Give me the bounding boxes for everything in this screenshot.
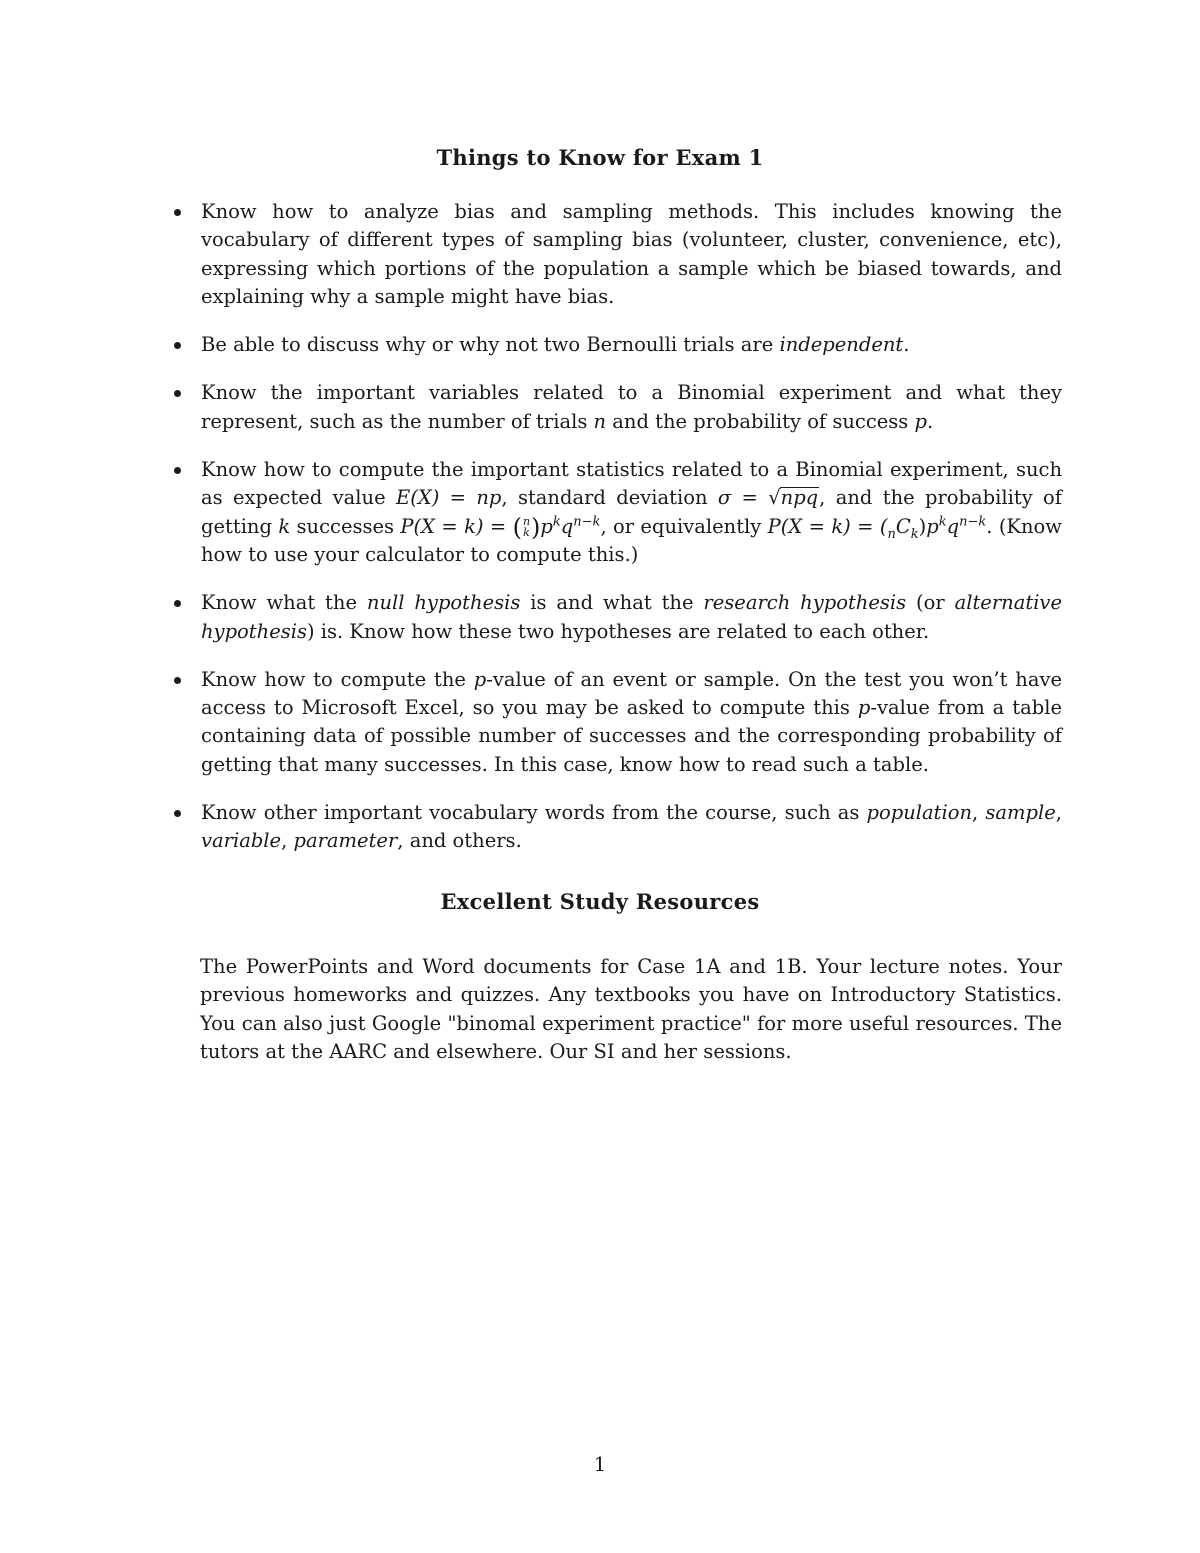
- math-exponent: k: [938, 514, 947, 530]
- bullet-icon: [174, 467, 181, 474]
- math-exponent: n−k: [959, 514, 987, 530]
- item-text: , and the probability of getting: [201, 486, 1063, 538]
- bullet-icon: [174, 677, 181, 684]
- item-text: Know how to analyze bias and sampling methods. This includes knowing the vocabulary of different types of sampling bias (volunteer, cluster, convenience, etc), expressing which portions of the population a sample which be biased towards, and explaining why a sample might have bias.: [201, 200, 1062, 308]
- math-subscript: k: [910, 526, 919, 542]
- bullet-icon: [174, 810, 181, 817]
- page-title: Things to Know for Exam 1: [436, 145, 764, 170]
- math-sigma: σ =: [717, 486, 769, 510]
- item-text: .: [927, 409, 934, 433]
- math-expected-value: E(X) = np: [396, 486, 502, 510]
- item-text: Know the important variables related to a Binomial experiment and what they represent, such as the number of trials: [201, 381, 1062, 433]
- item-text: . (Know how to use your calculator to compute this.): [201, 514, 1062, 566]
- emphasis-term: independent: [779, 333, 904, 357]
- list-item: [170, 331, 1062, 359]
- math-var: p: [926, 514, 939, 538]
- math-var: p: [857, 696, 871, 720]
- item-text: Know how to compute the: [201, 667, 474, 691]
- math-var: q: [946, 514, 960, 538]
- math-var: p: [540, 514, 553, 538]
- math-paren: ): [918, 514, 927, 538]
- binom-bottom: k: [523, 526, 530, 540]
- item-text: , and others.: [397, 829, 522, 853]
- bullet-icon: [174, 390, 181, 397]
- list-item: [170, 799, 1062, 856]
- list-item: [170, 589, 1062, 646]
- emphasis-term: parameter: [293, 829, 398, 853]
- emphasis-term: null hypothesis: [366, 591, 521, 615]
- emphasis-term: population: [866, 801, 973, 825]
- math-probability: P(X = k) =: [400, 514, 513, 538]
- item-text: Know how to compute the important statistics related to a Binomial experiment, such as expected value: [201, 458, 1062, 510]
- item-text: ) is. Know how these two hypotheses are related to each other.: [306, 619, 930, 643]
- item-text: Know other important vocabulary words from the course, such as: [201, 801, 867, 825]
- math-binomial: [523, 516, 530, 538]
- item-text: .: [903, 333, 910, 357]
- item-text: , standard deviation: [501, 486, 718, 510]
- page-number: 1: [593, 1453, 607, 1476]
- math-var: p: [473, 667, 487, 691]
- math-var: p: [914, 409, 927, 433]
- list-item: [170, 379, 1062, 436]
- item-text: is and what the: [520, 591, 704, 615]
- math-subscript: n: [887, 526, 896, 542]
- emphasis-term: research hypothesis: [703, 591, 907, 615]
- item-text: ,: [1055, 801, 1062, 825]
- item-text: Know what the: [201, 591, 367, 615]
- emphasis-term: variable: [201, 829, 282, 853]
- resources-paragraph: The PowerPoints and Word documents for Case 1A and 1B. Your lecture notes. Your previous homeworks and quizzes. Any textbooks you have on Introductory Statistics. You can also just Google "binomal experiment practice" for more useful resources. The tutors at the AARC and elsewhere. Our SI and her sessions.: [200, 955, 1062, 1063]
- item-text: ,: [281, 829, 294, 853]
- math-exponent: k: [552, 514, 561, 530]
- item-text: , or equivalently: [600, 514, 768, 538]
- math-exponent: n−k: [573, 514, 601, 530]
- math-probability: P(X = k) = (: [767, 514, 888, 538]
- emphasis-term: sample: [985, 801, 1056, 825]
- item-text: -value of an event or sample. On the test you won’t have access to Microsoft Excel, so you may be asked to compute this: [201, 667, 1063, 720]
- emphasis-term: alternative hypothesis: [201, 591, 1062, 643]
- item-text: and the probability of success: [606, 409, 915, 433]
- topics-list: [170, 198, 1062, 876]
- list-item: [170, 666, 1062, 779]
- binom-top: n: [522, 515, 531, 529]
- list-item: Know how to compute the important statistics related to a Binomial experiment, such as expected value E(X) = np, standard deviation σ = √npq, and the probability of getting k successes P(X = k) = ( n k )$p^kq^{n-k}$, or equivalently $P(X = k) = (_nC_k)p^kq^{n-k}$. (Know how to use your calculator to compute this.): [170, 456, 1062, 569]
- bullet-icon: [174, 600, 181, 607]
- bullet-icon: [174, 342, 181, 349]
- item-text: -value from a table containing data of possible number of successes and the corresponding probability of getting that many successes. In this case, know how to read such a table.: [201, 696, 1063, 776]
- section-heading: Excellent Study Resources: [440, 889, 760, 914]
- math-combination: C: [895, 514, 911, 538]
- math-var: q: [560, 514, 574, 538]
- bullet-icon: [174, 209, 181, 216]
- item-text: ,: [972, 801, 986, 825]
- list-item: [170, 198, 1062, 311]
- item-text: Be able to discuss why or why not two Bernoulli trials are: [201, 333, 780, 357]
- item-text: successes: [290, 514, 401, 538]
- math-sqrt: npq: [780, 486, 819, 510]
- math-var: n: [593, 409, 607, 433]
- item-text: (or: [906, 591, 955, 615]
- math-var: k: [278, 514, 291, 538]
